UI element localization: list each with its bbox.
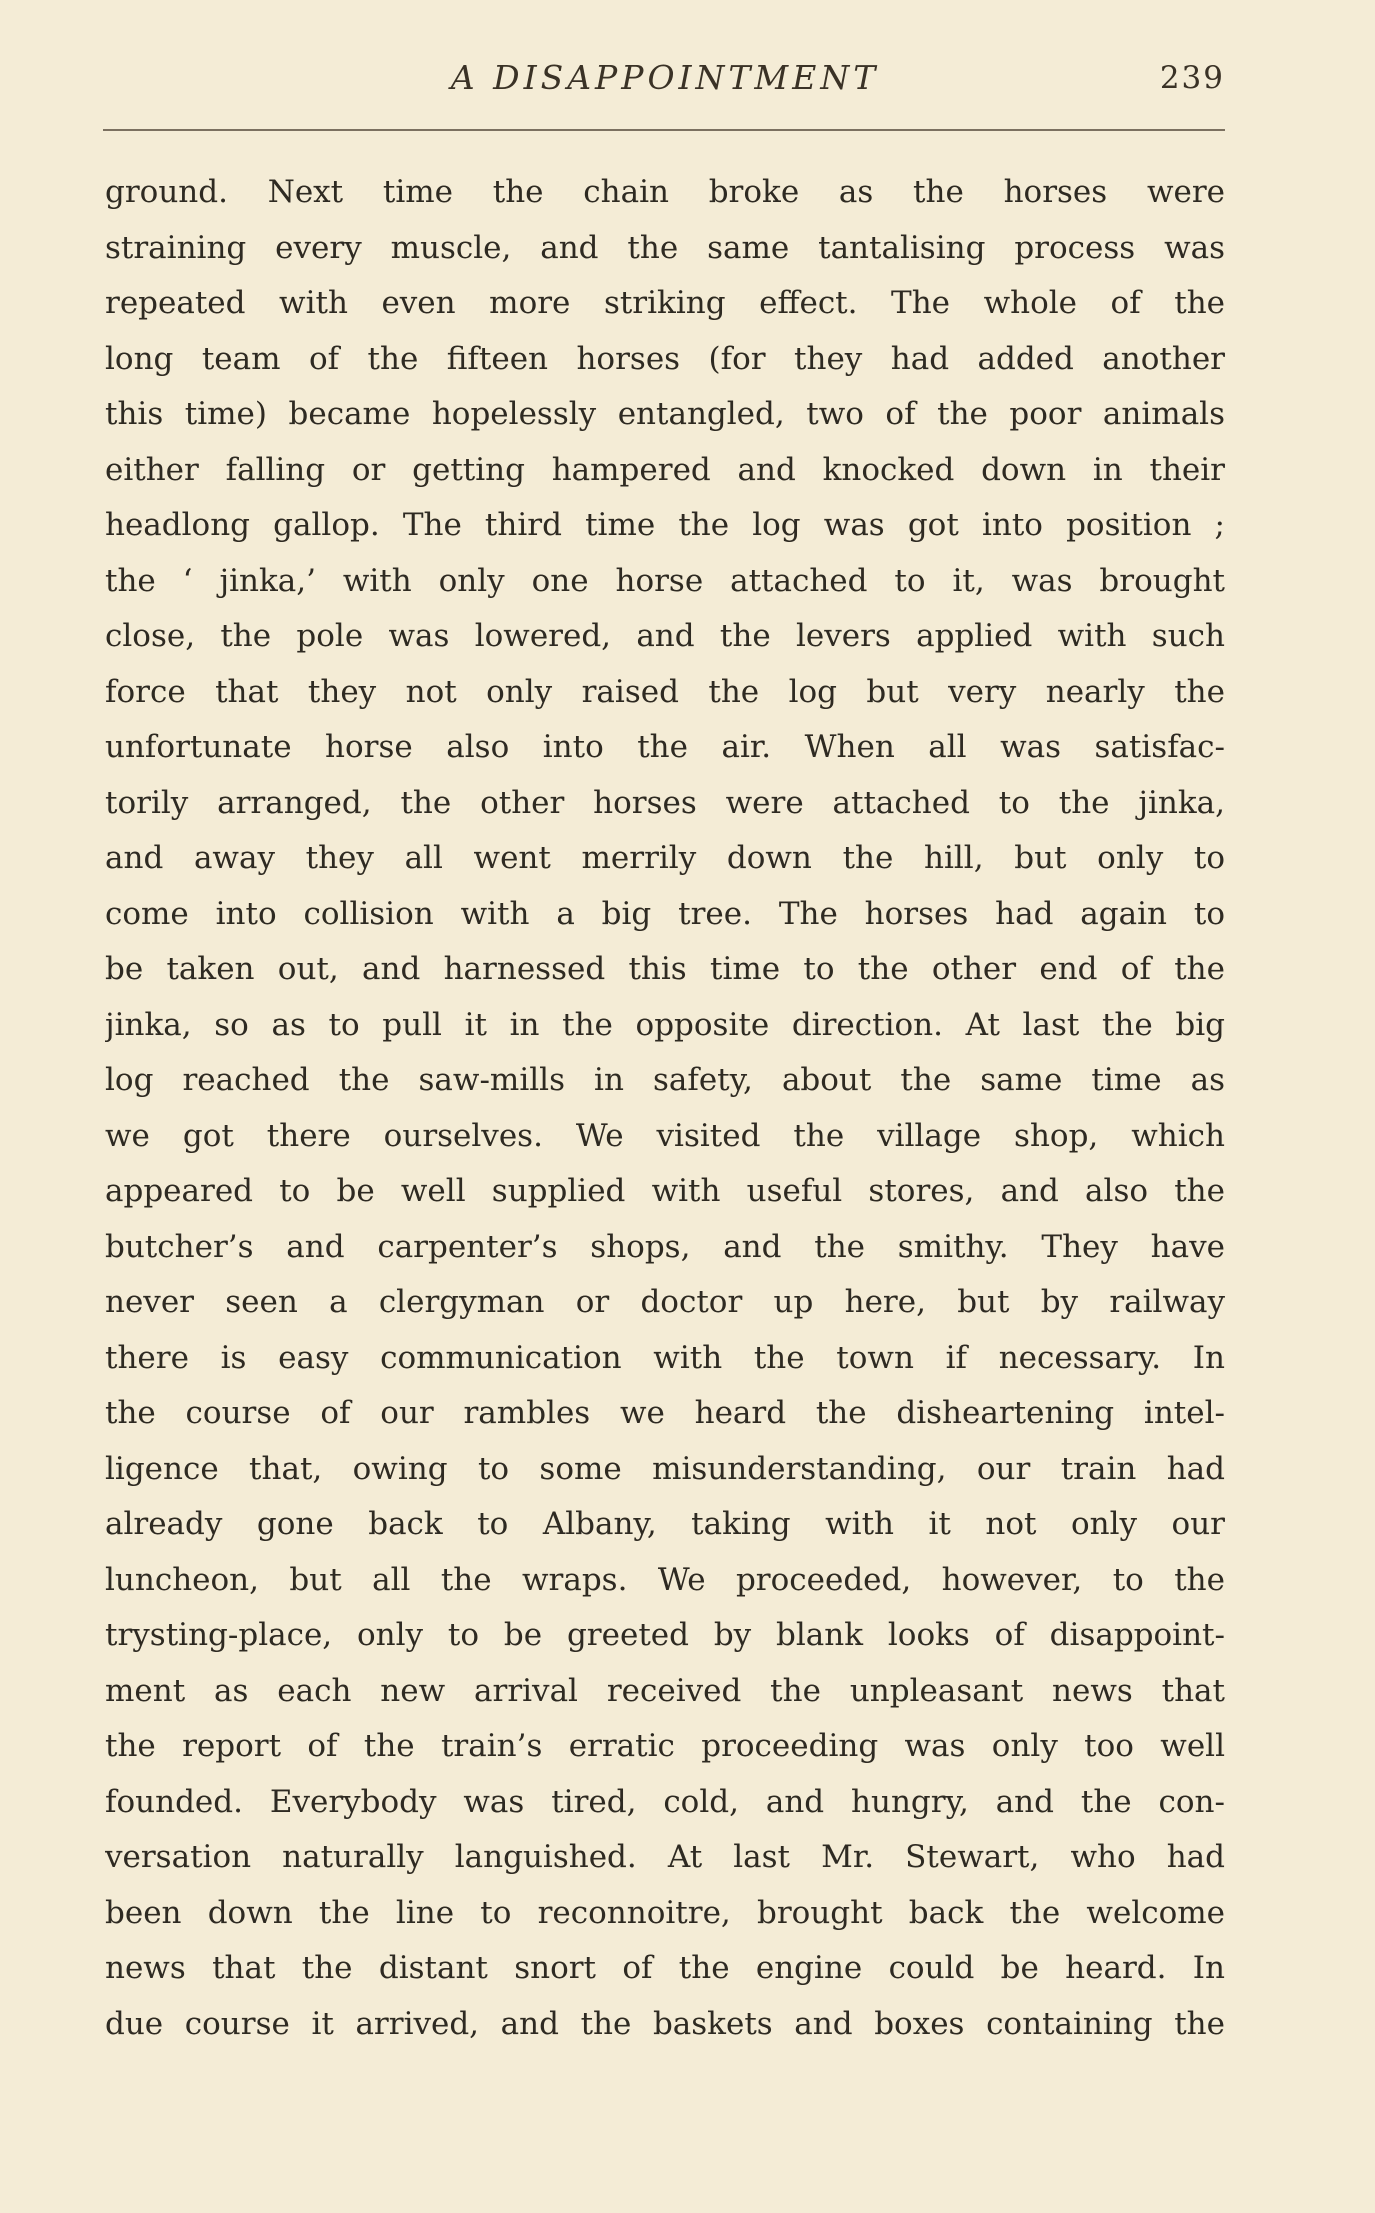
text-line: luncheon, but all the wraps. We proceeded, however, to the	[105, 1561, 1225, 1598]
text-line: log reached the saw-mills in safety, about the same time as	[105, 1062, 1225, 1098]
text-line: never seen a clergyman or doctor up here, but by railway	[105, 1284, 1225, 1320]
text-line: headlong gallop. The third time the log was got into position ;	[105, 507, 1225, 543]
text-line: been down the line to reconnoitre, brought back the welcome	[105, 1894, 1225, 1931]
text-line: news that the distant snort of the engine could be heard. In	[105, 1950, 1225, 1986]
text-line: jinka, so as to pull it in the opposite direction. At last the big	[105, 1006, 1225, 1043]
text-line: either falling or getting hampered and knocked down in their	[105, 451, 1225, 488]
page-number: 239	[1159, 60, 1225, 96]
text-line: ment as each new arrival received the unpleasant news that	[105, 1672, 1225, 1709]
text-line: come into collision with a big tree. The horses had again to	[105, 895, 1225, 932]
text-line: founded. Everybody was tired, cold, and hungry, and the con-	[105, 1783, 1225, 1820]
text-line: repeated with even more striking effect. The whole of the	[105, 285, 1225, 321]
text-line: torily arranged, the other horses were attached to the jinka,	[105, 784, 1225, 821]
text-line: the report of the train’s erratic proceeding was only too well	[105, 1728, 1225, 1764]
text-line: the course of our rambles we heard the disheartening intel-	[105, 1395, 1225, 1431]
text-line: this time) became hopelessly entangled, two of the poor animals	[105, 396, 1225, 432]
text-line: long team of the fifteen horses (for they had added another	[105, 340, 1225, 377]
header-rule	[103, 129, 1225, 131]
text-line: there is easy communication with the town if necessary. In	[105, 1339, 1225, 1376]
text-line: force that they not only raised the log but very nearly the	[105, 673, 1225, 710]
text-line: butcher’s and carpenter’s shops, and the smithy. They have	[105, 1228, 1225, 1265]
text-line: appeared to be well supplied with useful stores, and also the	[105, 1173, 1225, 1209]
text-line: versation naturally languished. At last Mr. Stewart, who had	[105, 1839, 1225, 1875]
text-line: trysting-place, only to be greeted by blank looks of disappoint-	[105, 1617, 1225, 1653]
running-title: A DISAPPOINTMENT	[450, 58, 880, 97]
text-line: due course it arrived, and the baskets and boxes containing the	[105, 2005, 1225, 2042]
text-line: ligence that, owing to some misunderstanding, our train had	[105, 1450, 1225, 1487]
text-line: straining every muscle, and the same tantalising process was	[105, 229, 1225, 266]
text-line: close, the pole was lowered, and the levers applied with such	[105, 618, 1225, 654]
text-line: ground. Next time the chain broke as the horses were	[105, 174, 1225, 210]
text-line: we got there ourselves. We visited the village shop, which	[105, 1117, 1225, 1154]
text-line: already gone back to Albany, taking with it not only our	[105, 1506, 1225, 1542]
text-line: be taken out, and harnessed this time to the other end of the	[105, 951, 1225, 987]
running-head	[105, 58, 1225, 108]
text-line: and away they all went merrily down the hill, but only to	[105, 840, 1225, 876]
text-line: the ‘ jinka,’ with only one horse attached to it, was brought	[105, 562, 1225, 599]
body-text	[105, 165, 1225, 2052]
text-line: unfortunate horse also into the air. When all was satisfac-	[105, 729, 1225, 765]
